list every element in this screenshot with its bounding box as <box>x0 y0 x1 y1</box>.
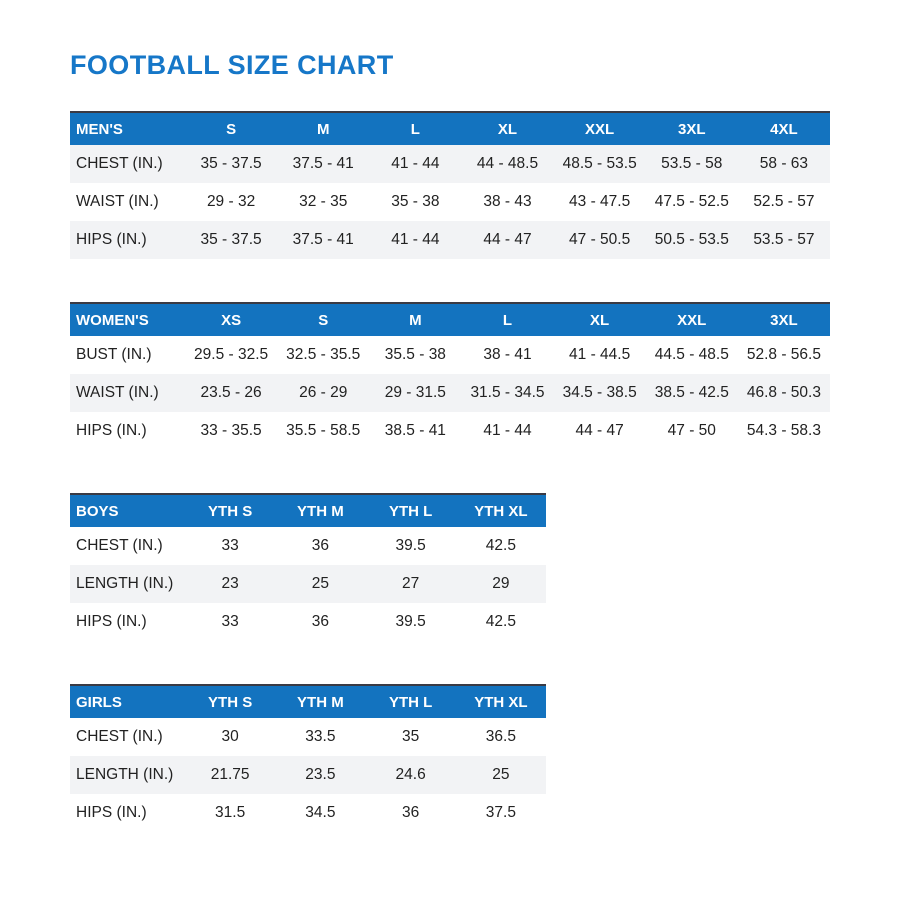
row-label: HIPS (IN.) <box>76 231 147 249</box>
size-column-header: M <box>316 120 330 138</box>
value-cell: 47.5 - 52.5 <box>654 193 729 211</box>
measurement-row <box>70 221 830 259</box>
measurement-row <box>70 527 546 565</box>
size-column-header: YTH L <box>388 502 433 520</box>
row-label: WAIST (IN.) <box>76 384 159 402</box>
value-cell: 25 <box>311 575 329 593</box>
measurement-row <box>70 794 546 832</box>
size-column-header: L <box>502 311 513 329</box>
table-title-cell: BOYS <box>76 502 119 520</box>
page-title: FOOTBALL SIZE CHART <box>70 50 394 80</box>
value-cell: 41 - 44 <box>483 422 532 440</box>
size-column-header: YTH S <box>208 693 253 711</box>
size-column-header: XL <box>590 311 610 329</box>
row-label: HIPS (IN.) <box>76 804 147 822</box>
value-cell: 34.5 - 38.5 <box>562 384 637 402</box>
value-cell: 54.3 - 58.3 <box>746 422 821 440</box>
value-cell: 52.5 - 57 <box>753 193 815 211</box>
row-label: HIPS (IN.) <box>76 422 147 440</box>
value-cell: 35.5 - 58.5 <box>286 422 361 440</box>
value-cell: 42.5 <box>485 613 516 631</box>
value-cell: 33 <box>221 537 239 555</box>
row-label: BUST (IN.) <box>76 346 152 364</box>
value-cell: 44 - 47 <box>575 422 624 440</box>
value-cell: 29.5 - 32.5 <box>194 346 269 364</box>
mens-size-table <box>70 111 830 259</box>
row-label: CHEST (IN.) <box>76 537 163 555</box>
value-cell: 34.5 <box>305 804 336 822</box>
row-label: WAIST (IN.) <box>76 193 159 211</box>
row-label: HIPS (IN.) <box>76 613 147 631</box>
measurement-row <box>70 336 830 374</box>
value-cell: 30 <box>221 728 239 746</box>
value-cell: 35 - 37.5 <box>200 231 262 249</box>
value-cell: 46.8 - 50.3 <box>746 384 821 402</box>
measurement-row <box>70 145 830 183</box>
size-column-header: XS <box>221 311 242 329</box>
measurement-row <box>70 565 546 603</box>
table-title-cell: GIRLS <box>76 693 122 711</box>
value-cell: 23.5 - 26 <box>200 384 262 402</box>
size-column-header: S <box>318 311 329 329</box>
size-column-header: 4XL <box>770 120 798 138</box>
value-cell: 36 <box>311 537 329 555</box>
value-cell: 32.5 - 35.5 <box>286 346 361 364</box>
size-column-header: YTH XL <box>474 502 528 520</box>
value-cell: 38 - 41 <box>483 346 532 364</box>
value-cell: 35 - 37.5 <box>200 155 262 173</box>
row-label: LENGTH (IN.) <box>76 766 174 784</box>
size-column-header: XXL <box>677 311 707 329</box>
table-header-row <box>70 493 546 527</box>
size-column-header: M <box>409 311 422 329</box>
table-header-row <box>70 684 546 718</box>
size-column-header: YTH XL <box>474 693 528 711</box>
value-cell: 33 <box>221 613 239 631</box>
row-label: CHEST (IN.) <box>76 155 163 173</box>
value-cell: 23.5 <box>305 766 336 784</box>
value-cell: 25 <box>492 766 510 784</box>
boys-size-table <box>70 493 546 641</box>
value-cell: 43 - 47.5 <box>569 193 631 211</box>
value-cell: 47 - 50.5 <box>569 231 631 249</box>
value-cell: 41 - 44.5 <box>569 346 631 364</box>
size-column-header: XXL <box>585 120 615 138</box>
table-header-row <box>70 111 830 145</box>
size-column-header: YTH L <box>388 693 433 711</box>
measurement-row <box>70 374 830 412</box>
size-column-header: S <box>226 120 237 138</box>
table-title-cell: MEN'S <box>76 120 123 138</box>
girls-size-table <box>70 684 546 832</box>
value-cell: 38.5 - 42.5 <box>654 384 729 402</box>
value-cell: 42.5 <box>485 537 516 555</box>
value-cell: 53.5 - 57 <box>753 231 815 249</box>
row-label: CHEST (IN.) <box>76 728 163 746</box>
value-cell: 48.5 - 53.5 <box>562 155 637 173</box>
value-cell: 33 - 35.5 <box>200 422 262 440</box>
table-title-cell: WOMEN'S <box>76 311 149 329</box>
value-cell: 37.5 <box>485 804 516 822</box>
value-cell: 44 - 48.5 <box>476 155 539 173</box>
value-cell: 39.5 <box>395 613 426 631</box>
value-cell: 38.5 - 41 <box>384 422 446 440</box>
value-cell: 24.6 <box>395 766 426 784</box>
size-column-header: XL <box>497 120 518 138</box>
value-cell: 47 - 50 <box>667 422 716 440</box>
value-cell: 29 - 32 <box>206 193 256 211</box>
size-column-header: 3XL <box>678 120 706 138</box>
womens-size-table <box>70 302 830 450</box>
value-cell: 36.5 <box>485 728 516 746</box>
value-cell: 36 <box>402 804 420 822</box>
value-cell: 32 - 35 <box>299 193 348 211</box>
measurement-row <box>70 603 546 641</box>
value-cell: 52.8 - 56.5 <box>746 346 821 364</box>
value-cell: 44.5 - 48.5 <box>654 346 729 364</box>
value-cell: 26 - 29 <box>299 384 348 402</box>
value-cell: 36 <box>311 613 329 631</box>
value-cell: 41 - 44 <box>391 155 440 173</box>
value-cell: 44 - 47 <box>483 231 532 249</box>
value-cell: 31.5 <box>215 804 246 822</box>
measurement-row <box>70 756 546 794</box>
value-cell: 37.5 - 41 <box>292 155 354 173</box>
value-cell: 33.5 <box>305 728 336 746</box>
size-column-header: YTH M <box>297 693 344 711</box>
size-column-header: L <box>410 120 420 138</box>
value-cell: 53.5 - 58 <box>661 155 723 173</box>
value-cell: 38 - 43 <box>483 193 532 211</box>
size-column-header: 3XL <box>770 311 798 329</box>
value-cell: 31.5 - 34.5 <box>470 384 545 402</box>
measurement-row <box>70 412 830 450</box>
value-cell: 37.5 - 41 <box>292 231 354 249</box>
measurement-row <box>70 183 830 221</box>
value-cell: 35 - 38 <box>391 193 440 211</box>
size-column-header: YTH S <box>208 502 253 520</box>
table-header-row <box>70 302 830 336</box>
value-cell: 29 - 31.5 <box>384 384 446 402</box>
value-cell: 29 <box>492 575 510 593</box>
value-cell: 58 - 63 <box>759 155 809 173</box>
measurement-row <box>70 718 546 756</box>
value-cell: 35.5 - 38 <box>384 346 446 364</box>
value-cell: 50.5 - 53.5 <box>654 231 729 249</box>
size-column-header: YTH M <box>297 502 344 520</box>
value-cell: 23 <box>221 575 239 593</box>
value-cell: 21.75 <box>210 766 250 784</box>
row-label: LENGTH (IN.) <box>76 575 174 593</box>
value-cell: 41 - 44 <box>391 231 440 249</box>
value-cell: 35 <box>402 728 420 746</box>
value-cell: 39.5 <box>395 537 426 555</box>
value-cell: 27 <box>402 575 420 593</box>
